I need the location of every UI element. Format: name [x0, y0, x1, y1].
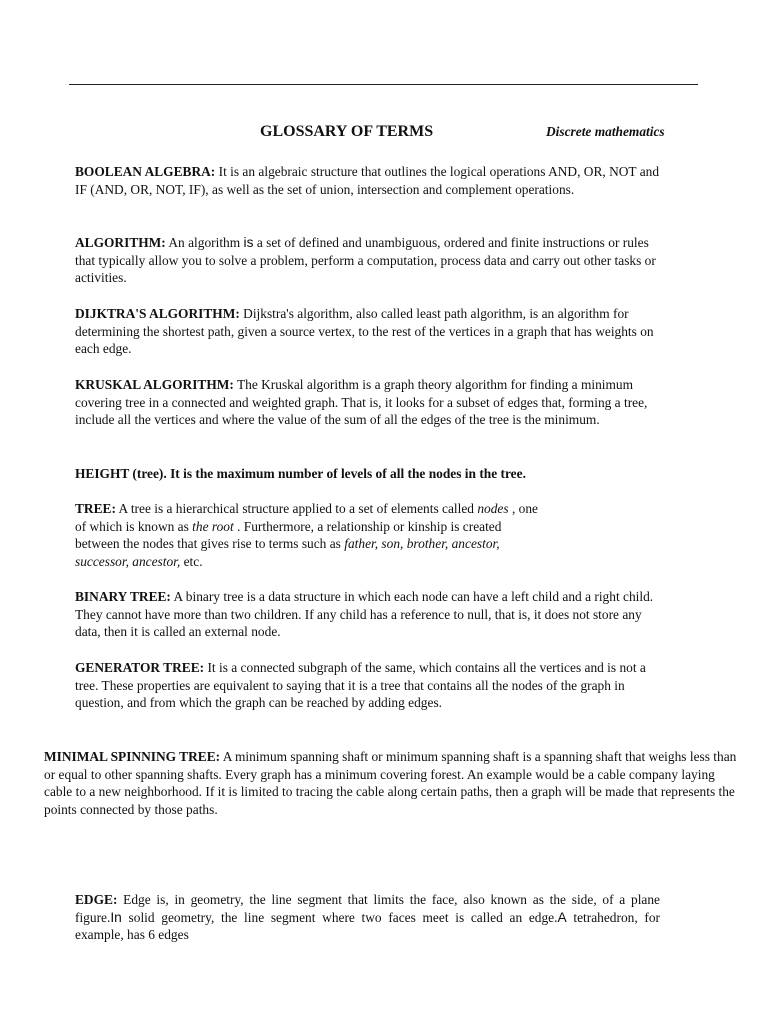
definition-text: , one — [508, 501, 538, 516]
definition-text: It is a connected subgraph of the same, which contains all the vertices and is not a tree. These properties are equivalent to saying that it is a tree that contains all the nodes of the graph in question, and from which the graph can be reached by adding edges. — [75, 660, 646, 711]
top-rule — [69, 84, 698, 85]
definition-text: It is an algebraic structure that outlines the logical operations AND, OR, NOT and IF (AND, OR, NOT, IF), as well as the set of union, intersection and complement operations. — [75, 164, 660, 197]
term-label: BINARY TREE: — [75, 589, 171, 604]
definition-emphasis: father, son, brother, ancestor, — [344, 536, 500, 552]
term-label: DIJKTRA'S ALGORITHM: — [75, 306, 240, 321]
definition-text: It is the maximum number of levels of all the nodes in the tree. — [166, 466, 526, 481]
definition-text: In — [110, 909, 122, 925]
entry-height — [75, 465, 665, 483]
entry-generator-tree — [75, 659, 665, 712]
definition-text: A minimum spanning shaft or minimum spanning shaft is a spanning shaft that weighs less than or equal to other spanning shafts. Every graph has a minimum covering forest. An example would be a cable company laying cable to a new neighborhood. If it is limited to tracing the cable along certain paths, then a graph will be made that represents the points connected by those paths. — [44, 749, 737, 817]
term-label: TREE: — [75, 501, 116, 516]
subject-label: Discrete mathematics — [546, 124, 665, 139]
page-title: GLOSSARY OF TERMS — [260, 123, 434, 140]
definition-text: tetrahedron, for example, has 6 edges — [75, 909, 660, 943]
entry-algorithm — [75, 234, 665, 287]
entry-boolean-algebra — [75, 163, 665, 198]
definition-text: A binary tree is a data structure in which each node can have a left child and a right child. They cannot have more than two children. If any child has a reference to null, that is, it does not store any data, then it is called an external node. — [75, 589, 654, 640]
term-label: ALGORITHM: — [75, 235, 166, 250]
definition-text: The Kruskal algorithm is a graph theory algorithm for finding a minimum covering tree in a connected and weighted graph. That is, it looks for a subset of edges that, forming a tree, include all the vertices and where the value of the sum of all the edges of the tree is the minimum. — [75, 377, 648, 428]
definition-line — [75, 535, 665, 553]
definition-emphasis: successor, ancestor, — [75, 553, 181, 569]
definition-text: A — [557, 909, 567, 925]
definition-text: A tree is a hierarchical structure applied to a set of elements called — [115, 501, 478, 516]
term-label: HEIGHT (tree). — [75, 466, 167, 481]
entry-tree — [75, 500, 665, 570]
entry-edge — [75, 891, 660, 944]
entry-kruskal-algorithm — [75, 376, 665, 429]
definition-text: a set of defined and unambiguous, ordered and finite instructions or rules that typically allow you to solve a problem, perform a computation, process data and carry out other tasks or activities. — [75, 235, 656, 286]
definition-line — [75, 500, 665, 518]
definition-text: etc. — [180, 553, 203, 569]
definition-text: of which is known as — [75, 518, 193, 534]
term-label: KRUSKAL ALGORITHM: — [75, 377, 234, 392]
term-label: EDGE: — [75, 892, 118, 907]
definition-text: An algorithm — [165, 235, 244, 250]
entry-dijkstra-algorithm — [75, 305, 665, 358]
term-label: BOOLEAN ALGEBRA: — [75, 164, 216, 179]
definition-text: Edge is, in geometry, the line segment that limits the face, also known as the side, of a plane figure. — [75, 892, 660, 925]
entry-minimal-spanning-tree — [44, 748, 744, 818]
definition-emphasis: the root — [192, 518, 234, 534]
definition-text: Dijkstra's algorithm, also called least path algorithm, is an algorithm for determining the shortest path, given a source vertex, to the rest of the vertices in a graph that has weights on each edge. — [75, 306, 654, 357]
term-label: GENERATOR TREE: — [75, 660, 205, 675]
term-label: MINIMAL SPINNING TREE: — [44, 749, 221, 764]
definition-text: solid geometry, the line segment where two faces meet is called an edge. — [121, 909, 558, 925]
definition-line — [75, 553, 665, 571]
entry-binary-tree — [75, 588, 665, 641]
definition-text: between the nodes that gives rise to terms such as — [75, 536, 345, 552]
definition-text: is — [243, 235, 254, 250]
definition-text: . Furthermore, a relationship or kinship is created — [233, 518, 502, 534]
definition-emphasis: nodes — [477, 501, 509, 516]
definition-line — [75, 518, 665, 536]
